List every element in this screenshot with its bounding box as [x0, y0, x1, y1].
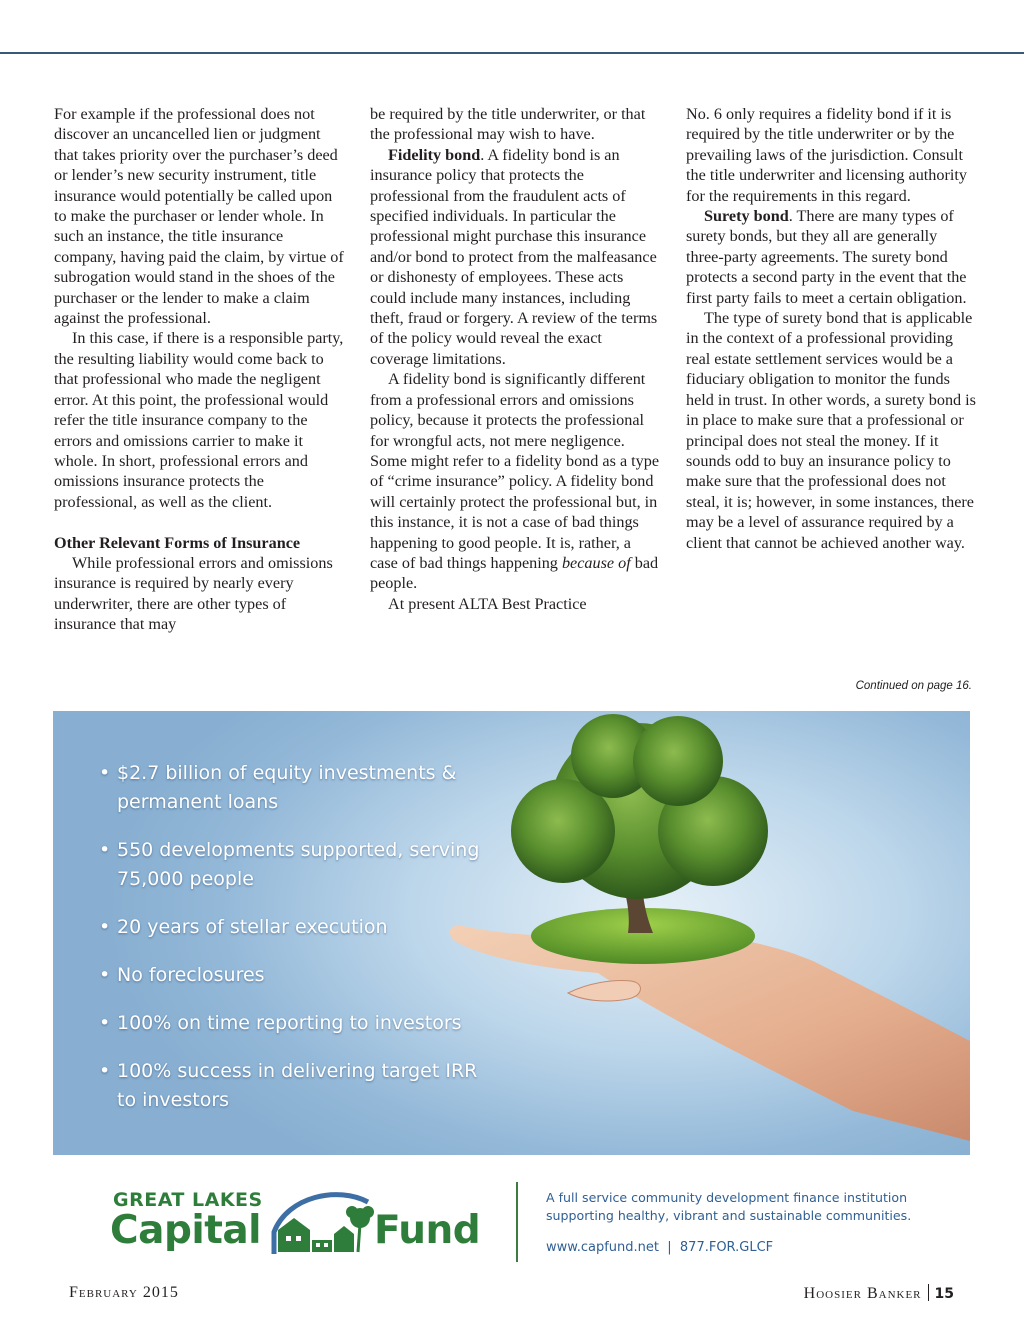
paragraph [686, 206, 978, 308]
emphasis-text: because of [561, 553, 631, 572]
paragraph: be required by the title underwriter, or that the professional may wish to have. [370, 105, 646, 144]
term-fidelity-bond: Fidelity bond [388, 145, 481, 164]
paragraph: No. 6 only requires a fidelity bond if it is required by the title underwriter or by the prevailing laws of the jurisdiction. Consult the title underwriter and licensing authority for the requirements in this regard. [686, 105, 967, 205]
paragraph: At present ALTA Best Practice [388, 594, 587, 613]
logo-capital: Capital [110, 1208, 262, 1253]
phone-number: 877.FOR.GLCF [679, 1240, 774, 1255]
contact-separator: | [667, 1240, 672, 1255]
paragraph [370, 145, 662, 369]
paragraph [370, 369, 662, 593]
publication-name: Hoosier Banker [803, 1285, 922, 1302]
paragraph: While professional errors and omissions insurance is required by nearly every underwriter, there are other types of insurance that may [54, 553, 333, 634]
ad-tagline: A full service community development finance institution supporting healthy, vibrant and sustainable communities. [546, 1190, 912, 1223]
footer-publication [804, 1284, 954, 1303]
term-surety-bond: Surety bond [704, 207, 789, 226]
footer-date: February 2015 [69, 1284, 179, 1301]
paragraph-text: . A fidelity bond is an insurance policy that protects the professional from the fraudulent acts of specified individuals. In particular the professional might purchase this insurance and/or bond to protect from the malfeasance or dishonesty of employees. These acts could include many instances, including theft, fraud or forgery. A review of the terms of the policy would reveal the exact coverage limitations. [370, 145, 658, 368]
page-number: 15 [934, 1286, 954, 1302]
paragraph-text: bad people. [370, 553, 659, 593]
logo-great-lakes: GREAT LAKES [113, 1189, 263, 1211]
paragraph: The type of surety bond that is applicable in the context of a professional providing real estate settlement services would be a fiduciary obligation to monitor the funds held in trust. In other words, a surety bond is in place to make sure that a professional or principal does not steal the money. If it sounds odd to buy an insurance policy to make sure that the professional does not steal, it is; however, in some instances, there may be a level of assurance required by a client that cannot be achieved another way. [686, 309, 976, 552]
ad-bullet: • 100% success in delivering target IRR to investors [99, 1057, 497, 1115]
paragraph: For example if the professional does not discover an uncancelled lien or judgment that takes priority over the purchaser’s deed or lender’s new security instrument, title insurance would potentially be called upon to make the purchaser or lender whole. In such an instance, the title insurance company, having paid the claim, by virtue of subrogation would stand in the shoes of the purchaser or the lender to make a claim against the professional. [54, 105, 344, 328]
logo-fund: Fund [374, 1208, 481, 1253]
ad-bullet: • No foreclosures [99, 961, 497, 990]
ad-bullet-list [99, 759, 497, 1134]
logo-divider [516, 1182, 518, 1262]
ad-bullet: • $2.7 billion of equity investments & permanent loans [99, 759, 497, 817]
header-rule [0, 52, 1024, 54]
footer-divider [928, 1284, 929, 1301]
website-link[interactable]: www.capfund.net [546, 1240, 659, 1255]
article-column-3 [686, 104, 978, 553]
capital-fund-advertisement [53, 711, 970, 1155]
paragraph: In this case, if there is a responsible party, the resulting liability would come back to that professional who made the negligent error. At this point, the professional would refer the title insurance company to the errors and omissions carrier to make it whole. In short, professional errors and omissions insurance protects the professional, as well as the client. [54, 329, 344, 511]
house-tree-logo-icon [268, 1184, 376, 1258]
continued-note: Continued on page 16. [855, 680, 972, 692]
section-heading: Other Relevant Forms of Insurance [54, 533, 301, 552]
ad-contact [546, 1240, 773, 1255]
article-column-2 [370, 104, 662, 614]
article-column-1 [54, 104, 346, 635]
ad-bullet: • 550 developments supported, serving 75,000 people [99, 836, 497, 894]
ad-bullet: • 20 years of stellar execution [99, 913, 497, 942]
ad-bullet: • 100% on time reporting to investors [99, 1009, 497, 1038]
paragraph-text: . There are many types of surety bonds, but they all are generally three-party agreements. The surety bond protects a second party in the event that the first party fails to meet a certain obligation. [686, 207, 967, 307]
paragraph-text: A fidelity bond is significantly different from a professional errors and omissions policy, because it protects the professional for wrongful acts, not mere negligence. Some might refer to a fidelity bond as a type of “crime insurance” policy. A fidelity bond will certainly protect the professional but, in this instance, it is not a case of bad things happening to good people. It is, rather, a case of bad things happening [370, 370, 660, 572]
